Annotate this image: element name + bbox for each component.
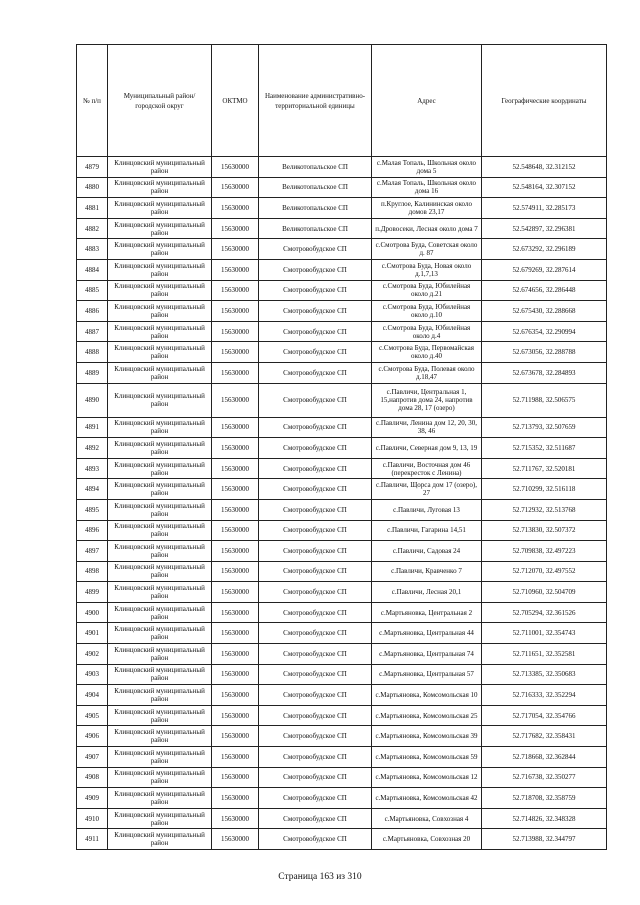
table-body [77, 157, 607, 850]
table-row [77, 280, 607, 301]
coordinates-cell: 52.715352, 32.511687 [482, 438, 607, 459]
oktmo-cell: 15630000 [212, 342, 259, 363]
address-cell: с.Смотрова Буда, Полевая около д.18,47 [372, 362, 482, 383]
coordinates-cell: 52.713988, 32.344797 [482, 829, 607, 850]
coordinates-cell: 52.673056, 32.288788 [482, 342, 607, 363]
oktmo-cell: 15630000 [212, 788, 259, 809]
address-cell: с.Павличи, Ленина дом 12, 20, 30, 38, 46 [372, 417, 482, 438]
municipality-cell: Клинцовский муниципальный район [108, 438, 212, 459]
row-number: 4880 [77, 177, 108, 198]
admin-unit-cell: Смотровобудское СП [259, 280, 372, 301]
oktmo-cell: 15630000 [212, 438, 259, 459]
oktmo-cell: 15630000 [212, 177, 259, 198]
municipality-cell: Клинцовский муниципальный район [108, 520, 212, 541]
table-row [77, 499, 607, 520]
row-number: 4889 [77, 362, 108, 383]
coordinates-cell: 52.711988, 32.506575 [482, 383, 607, 417]
header-oktmo: ОКТМО [212, 45, 259, 157]
admin-unit-cell: Смотровобудское СП [259, 342, 372, 363]
row-number: 4901 [77, 623, 108, 644]
oktmo-cell: 15630000 [212, 239, 259, 260]
table-row [77, 198, 607, 219]
admin-unit-cell: Смотровобудское СП [259, 726, 372, 747]
address-cell: п.Дровосеки, Лесная около дома 7 [372, 218, 482, 239]
row-number: 4907 [77, 747, 108, 768]
municipality-cell: Клинцовский муниципальный район [108, 582, 212, 603]
table-row [77, 479, 607, 500]
municipality-cell: Клинцовский муниципальный район [108, 479, 212, 500]
row-number: 4910 [77, 808, 108, 829]
coordinates-cell: 52.716738, 32.350277 [482, 767, 607, 788]
municipality-cell: Клинцовский муниципальный район [108, 829, 212, 850]
address-cell: с.Малая Топаль, Школьная около дома 5 [372, 157, 482, 178]
oktmo-cell: 15630000 [212, 767, 259, 788]
coordinates-cell: 52.717682, 32.358431 [482, 726, 607, 747]
admin-unit-cell: Смотровобудское СП [259, 438, 372, 459]
oktmo-cell: 15630000 [212, 561, 259, 582]
admin-unit-cell: Смотровобудское СП [259, 362, 372, 383]
oktmo-cell: 15630000 [212, 747, 259, 768]
table-row [77, 561, 607, 582]
address-cell: с.Павличи, Кравченко 7 [372, 561, 482, 582]
row-number: 4899 [77, 582, 108, 603]
oktmo-cell: 15630000 [212, 520, 259, 541]
coordinates-cell: 52.710960, 32.504709 [482, 582, 607, 603]
row-number: 4888 [77, 342, 108, 363]
coordinates-cell: 52.710299, 32.516118 [482, 479, 607, 500]
oktmo-cell: 15630000 [212, 259, 259, 280]
municipality-cell: Клинцовский муниципальный район [108, 218, 212, 239]
table-row [77, 788, 607, 809]
coordinates-cell: 52.675430, 32.288668 [482, 301, 607, 322]
table-row [77, 664, 607, 685]
row-number: 4909 [77, 788, 108, 809]
admin-unit-cell: Смотровобудское СП [259, 239, 372, 260]
admin-unit-cell: Смотровобудское СП [259, 458, 372, 479]
coordinates-cell: 52.542897, 32.296381 [482, 218, 607, 239]
header-address: Адрес [372, 45, 482, 157]
table-row [77, 362, 607, 383]
coordinates-cell: 52.548648, 32.312152 [482, 157, 607, 178]
row-number: 4911 [77, 829, 108, 850]
table-row [77, 808, 607, 829]
row-number: 4894 [77, 479, 108, 500]
admin-unit-cell: Смотровобудское СП [259, 259, 372, 280]
admin-unit-cell: Смотровобудское СП [259, 829, 372, 850]
municipality-cell: Клинцовский муниципальный район [108, 541, 212, 562]
page-number: Страница 163 из 310 [278, 872, 362, 882]
address-cell: с.Смотрова Буда, Юбилейная около д.4 [372, 321, 482, 342]
admin-unit-cell: Смотровобудское СП [259, 685, 372, 706]
coordinates-cell: 52.673678, 32.284893 [482, 362, 607, 383]
address-cell: с.Мартьяновка, Совхозная 20 [372, 829, 482, 850]
table-row [77, 342, 607, 363]
admin-unit-cell: Великотопальское СП [259, 218, 372, 239]
address-cell: с.Смотрова Буда, Юбилейная около д.10 [372, 301, 482, 322]
table-row [77, 301, 607, 322]
address-cell: с.Мартьяновка, Комсомольская 42 [372, 788, 482, 809]
address-cell: с.Павличи, Северная дом 9, 13, 19 [372, 438, 482, 459]
row-number: 4879 [77, 157, 108, 178]
header-municipality: Муниципальный район/городской округ [108, 45, 212, 157]
table-header-row [77, 45, 607, 157]
row-number: 4898 [77, 561, 108, 582]
municipality-cell: Клинцовский муниципальный район [108, 321, 212, 342]
table-row [77, 438, 607, 459]
oktmo-cell: 15630000 [212, 808, 259, 829]
coordinates-cell: 52.716333, 32.352294 [482, 685, 607, 706]
row-number: 4895 [77, 499, 108, 520]
table-row [77, 705, 607, 726]
municipality-cell: Клинцовский муниципальный район [108, 198, 212, 219]
coordinates-cell: 52.712070, 32.497552 [482, 561, 607, 582]
admin-unit-cell: Смотровобудское СП [259, 479, 372, 500]
row-number: 4881 [77, 198, 108, 219]
municipality-cell: Клинцовский муниципальный район [108, 602, 212, 623]
oktmo-cell: 15630000 [212, 383, 259, 417]
address-cell: с.Мартьяновка, Комсомольская 25 [372, 705, 482, 726]
address-cell: с.Мартьяновка, Комсомольская 39 [372, 726, 482, 747]
table-row [77, 417, 607, 438]
table-row [77, 520, 607, 541]
oktmo-cell: 15630000 [212, 602, 259, 623]
coordinates-cell: 52.673292, 32.296189 [482, 239, 607, 260]
admin-unit-cell: Смотровобудское СП [259, 321, 372, 342]
coordinates-cell: 52.679269, 32.287614 [482, 259, 607, 280]
admin-unit-cell: Смотровобудское СП [259, 417, 372, 438]
address-cell: с.Смотрова Буда, Юбилейная около д.21 [372, 280, 482, 301]
oktmo-cell: 15630000 [212, 198, 259, 219]
coordinates-cell: 52.718668, 32.362844 [482, 747, 607, 768]
row-number: 4886 [77, 301, 108, 322]
address-cell: с.Мартьяновка, Комсомольская 12 [372, 767, 482, 788]
table-row [77, 259, 607, 280]
row-number: 4885 [77, 280, 108, 301]
table-row [77, 177, 607, 198]
address-cell: с.Мартьяновка, Центральная 57 [372, 664, 482, 685]
table-row [77, 602, 607, 623]
table-row [77, 767, 607, 788]
oktmo-cell: 15630000 [212, 479, 259, 500]
row-number: 4900 [77, 602, 108, 623]
address-cell: с.Мартьяновка, Центральная 2 [372, 602, 482, 623]
oktmo-cell: 15630000 [212, 623, 259, 644]
address-cell: п.Круглое, Калининская около домов 23,17 [372, 198, 482, 219]
registry-table [76, 44, 607, 850]
admin-unit-cell: Смотровобудское СП [259, 582, 372, 603]
municipality-cell: Клинцовский муниципальный район [108, 705, 212, 726]
table-row [77, 829, 607, 850]
row-number: 4905 [77, 705, 108, 726]
oktmo-cell: 15630000 [212, 644, 259, 665]
coordinates-cell: 52.674656, 32.286448 [482, 280, 607, 301]
municipality-cell: Клинцовский муниципальный район [108, 157, 212, 178]
address-cell: с.Павличи, Садовая 24 [372, 541, 482, 562]
admin-unit-cell: Смотровобудское СП [259, 623, 372, 644]
coordinates-cell: 52.717054, 32.354766 [482, 705, 607, 726]
oktmo-cell: 15630000 [212, 829, 259, 850]
oktmo-cell: 15630000 [212, 321, 259, 342]
admin-unit-cell: Смотровобудское СП [259, 808, 372, 829]
coordinates-cell: 52.709838, 32.497223 [482, 541, 607, 562]
table-row [77, 321, 607, 342]
row-number: 4903 [77, 664, 108, 685]
table-row [77, 383, 607, 417]
municipality-cell: Клинцовский муниципальный район [108, 767, 212, 788]
address-cell: с.Мартьяновка, Комсомольская 10 [372, 685, 482, 706]
row-number: 4897 [77, 541, 108, 562]
row-number: 4893 [77, 458, 108, 479]
table-row [77, 541, 607, 562]
address-cell: с.Павличи, Щорса дом 17 (озеро), 27 [372, 479, 482, 500]
address-cell: с.Павличи, Гагарина 14,51 [372, 520, 482, 541]
municipality-cell: Клинцовский муниципальный район [108, 561, 212, 582]
coordinates-cell: 52.712932, 32.513768 [482, 499, 607, 520]
address-cell: с.Павличи, Луговая 13 [372, 499, 482, 520]
coordinates-cell: 52.548164, 32.307152 [482, 177, 607, 198]
oktmo-cell: 15630000 [212, 157, 259, 178]
admin-unit-cell: Смотровобудское СП [259, 561, 372, 582]
admin-unit-cell: Смотровобудское СП [259, 664, 372, 685]
coordinates-cell: 52.718708, 32.358759 [482, 788, 607, 809]
oktmo-cell: 15630000 [212, 301, 259, 322]
address-cell: с.Павличи, Центральная 1, 15,напротив дома 24, напротив дома 28, 17 (озеро) [372, 383, 482, 417]
row-number: 4883 [77, 239, 108, 260]
row-number: 4891 [77, 417, 108, 438]
address-cell: с.Смотрова Буда, Новая около д.1,7,13 [372, 259, 482, 280]
header-number: № п/п [77, 45, 108, 157]
oktmo-cell: 15630000 [212, 458, 259, 479]
row-number: 4902 [77, 644, 108, 665]
coordinates-cell: 52.714826, 32.348328 [482, 808, 607, 829]
coordinates-cell: 52.713385, 32.350683 [482, 664, 607, 685]
municipality-cell: Клинцовский муниципальный район [108, 280, 212, 301]
municipality-cell: Клинцовский муниципальный район [108, 362, 212, 383]
address-cell: с.Малая Топаль, Школьная около дома 16 [372, 177, 482, 198]
row-number: 4882 [77, 218, 108, 239]
address-cell: с.Смотрова Буда, Советская около д. 87 [372, 239, 482, 260]
table-row [77, 623, 607, 644]
address-cell: с.Мартьяновка, Центральная 74 [372, 644, 482, 665]
oktmo-cell: 15630000 [212, 726, 259, 747]
admin-unit-cell: Смотровобудское СП [259, 705, 372, 726]
municipality-cell: Клинцовский муниципальный район [108, 458, 212, 479]
table-row [77, 458, 607, 479]
address-cell: с.Мартьяновка, Комсомольская 59 [372, 747, 482, 768]
row-number: 4906 [77, 726, 108, 747]
municipality-cell: Клинцовский муниципальный район [108, 259, 212, 280]
admin-unit-cell: Великотопальское СП [259, 177, 372, 198]
municipality-cell: Клинцовский муниципальный район [108, 808, 212, 829]
admin-unit-cell: Великотопальское СП [259, 198, 372, 219]
oktmo-cell: 15630000 [212, 280, 259, 301]
oktmo-cell: 15630000 [212, 582, 259, 603]
table-row [77, 239, 607, 260]
admin-unit-cell: Великотопальское СП [259, 157, 372, 178]
coordinates-cell: 52.711651, 32.352581 [482, 644, 607, 665]
oktmo-cell: 15630000 [212, 218, 259, 239]
municipality-cell: Клинцовский муниципальный район [108, 644, 212, 665]
coordinates-cell: 52.705294, 32.361526 [482, 602, 607, 623]
table-row [77, 582, 607, 603]
row-number: 4896 [77, 520, 108, 541]
admin-unit-cell: Смотровобудское СП [259, 644, 372, 665]
row-number: 4887 [77, 321, 108, 342]
address-cell: с.Мартьяновка, Совхозная 4 [372, 808, 482, 829]
coordinates-cell: 52.713793, 32.507659 [482, 417, 607, 438]
municipality-cell: Клинцовский муниципальный район [108, 685, 212, 706]
admin-unit-cell: Смотровобудское СП [259, 747, 372, 768]
municipality-cell: Клинцовский муниципальный район [108, 623, 212, 644]
table-row [77, 747, 607, 768]
coordinates-cell: 52.713830, 32.507372 [482, 520, 607, 541]
row-number: 4892 [77, 438, 108, 459]
admin-unit-cell: Смотровобудское СП [259, 541, 372, 562]
oktmo-cell: 15630000 [212, 685, 259, 706]
oktmo-cell: 15630000 [212, 362, 259, 383]
coordinates-cell: 52.711767, 32.520181 [482, 458, 607, 479]
municipality-cell: Клинцовский муниципальный район [108, 726, 212, 747]
municipality-cell: Клинцовский муниципальный район [108, 747, 212, 768]
admin-unit-cell: Смотровобудское СП [259, 788, 372, 809]
row-number: 4884 [77, 259, 108, 280]
address-cell: с.Павличи, Лесная 20,1 [372, 582, 482, 603]
header-coordinates: Географические координаты [482, 45, 607, 157]
coordinates-cell: 52.574911, 32.285173 [482, 198, 607, 219]
municipality-cell: Клинцовский муниципальный район [108, 177, 212, 198]
address-cell: с.Мартьяновка, Центральная 44 [372, 623, 482, 644]
header-admin-unit: Наименование административно-территориальной единицы [259, 45, 372, 157]
address-cell: с.Смотрова Буда, Первомайская около д.40 [372, 342, 482, 363]
oktmo-cell: 15630000 [212, 499, 259, 520]
municipality-cell: Клинцовский муниципальный район [108, 417, 212, 438]
row-number: 4908 [77, 767, 108, 788]
admin-unit-cell: Смотровобудское СП [259, 602, 372, 623]
municipality-cell: Клинцовский муниципальный район [108, 342, 212, 363]
table-row [77, 644, 607, 665]
admin-unit-cell: Смотровобудское СП [259, 767, 372, 788]
oktmo-cell: 15630000 [212, 705, 259, 726]
municipality-cell: Клинцовский муниципальный район [108, 499, 212, 520]
admin-unit-cell: Смотровобудское СП [259, 499, 372, 520]
municipality-cell: Клинцовский муниципальный район [108, 664, 212, 685]
municipality-cell: Клинцовский муниципальный район [108, 239, 212, 260]
oktmo-cell: 15630000 [212, 664, 259, 685]
oktmo-cell: 15630000 [212, 417, 259, 438]
admin-unit-cell: Смотровобудское СП [259, 383, 372, 417]
table-row [77, 157, 607, 178]
row-number: 4904 [77, 685, 108, 706]
oktmo-cell: 15630000 [212, 541, 259, 562]
admin-unit-cell: Смотровобудское СП [259, 520, 372, 541]
admin-unit-cell: Смотровобудское СП [259, 301, 372, 322]
coordinates-cell: 52.711001, 32.354743 [482, 623, 607, 644]
table-row [77, 726, 607, 747]
table-row [77, 685, 607, 706]
municipality-cell: Клинцовский муниципальный район [108, 383, 212, 417]
table-row [77, 218, 607, 239]
municipality-cell: Клинцовский муниципальный район [108, 788, 212, 809]
row-number: 4890 [77, 383, 108, 417]
coordinates-cell: 52.676354, 32.290994 [482, 321, 607, 342]
municipality-cell: Клинцовский муниципальный район [108, 301, 212, 322]
address-cell: с.Павличи, Восточная дом 46 (перекресток с Ленина) [372, 458, 482, 479]
